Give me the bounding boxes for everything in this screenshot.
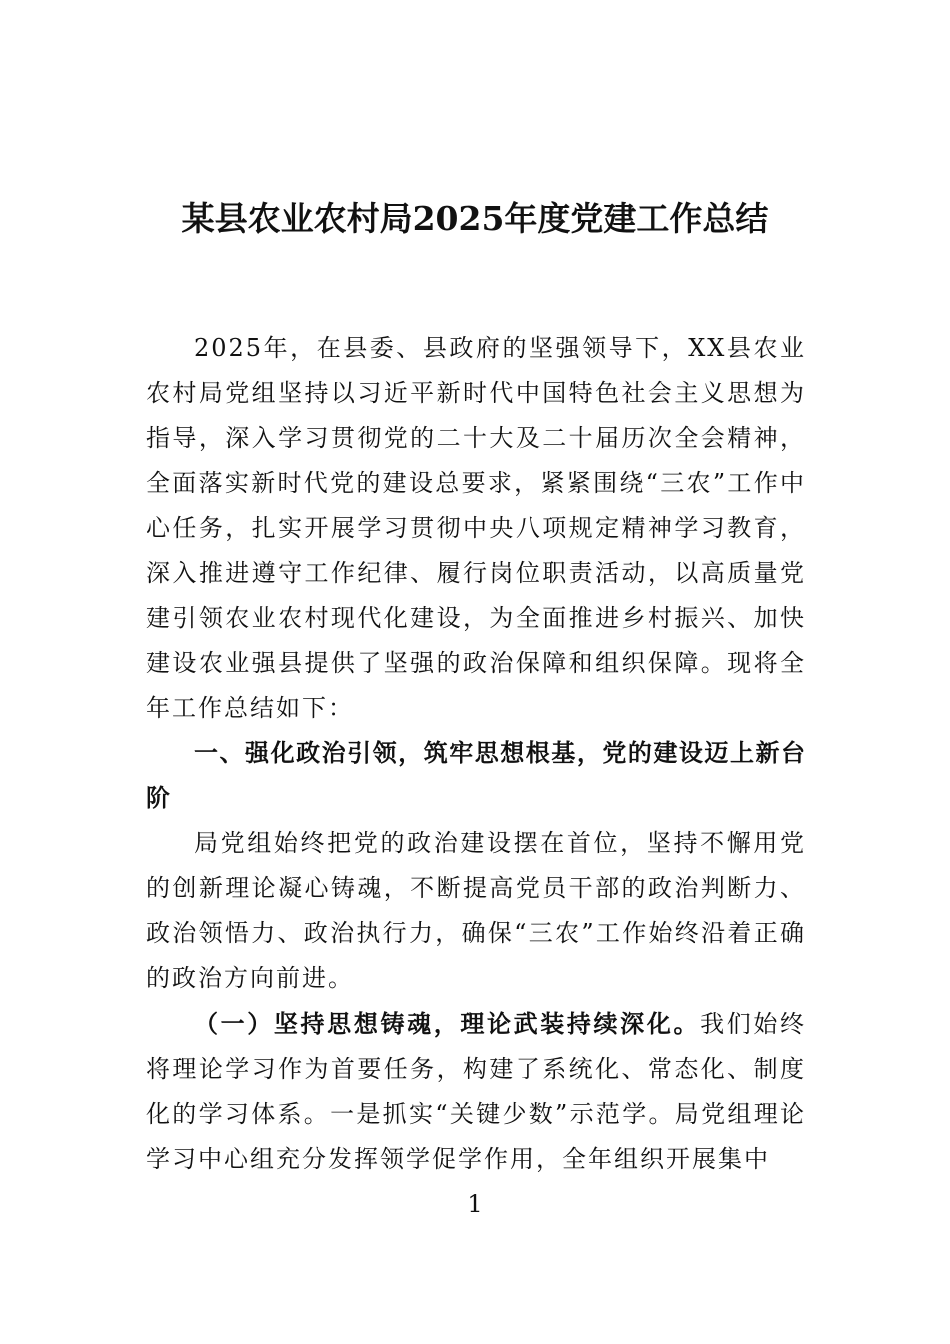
section-1-heading: 一、强化政治引领，筑牢思想根基，党的建设迈上新台阶 bbox=[146, 739, 806, 812]
intro-paragraph: 2025年，在县委、县政府的坚强领导下，XX县农业农村局党组坚持以习近平新时代中国特色社会主义思想为指导，深入学习贯彻党的二十大及二十届历次全会精神，全面落实新时代党的建设总要求，紧紧围绕“三农”工作中心任务，扎实开展学习贯彻中央八项规定精神学习教育，深入推进遵守工作纪律、履行岗位职责活动，以高质量党建引领农业农村现代化建设，为全面推进乡村振兴、加快建设农业强县提供了坚强的政治保障和组织保障。现将全年工作总结如下： bbox=[146, 334, 806, 722]
section-1-paragraph: 局党组始终把党的政治建设摆在首位，坚持不懈用党的创新理论凝心铸魂，不断提高党员干部的政治判断力、政治领悟力、政治执行力，确保“三农”工作始终沿着正确的政治方向前进。 bbox=[146, 829, 806, 992]
subsection-1-paragraph bbox=[146, 1001, 806, 1182]
subsection-1-heading: （一）坚持思想铸魂，理论武装持续深化。 bbox=[194, 1009, 701, 1038]
subsection-1-text: 我们始终将理论学习作为首要任务，构建了系统化、常态化、制度化的学习体系。一是抓实“关键少数”示范学。局党组理论学习中心组充分发挥领学促学作用，全年组织开展集中 bbox=[146, 1010, 807, 1173]
document-title: 某县农业农村局2025年度党建工作总结 bbox=[181, 199, 769, 238]
page-number: 1 bbox=[467, 1190, 483, 1218]
document-body bbox=[146, 326, 806, 1182]
